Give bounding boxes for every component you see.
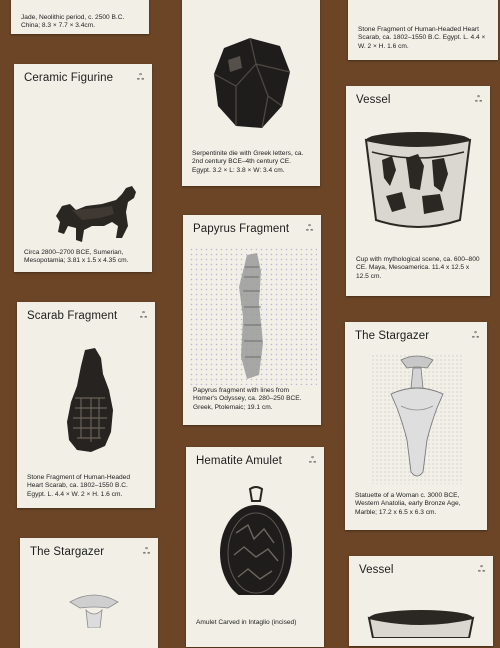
papyrus-fragment-image <box>189 247 317 385</box>
card-caption: Stone Fragment of Human-Headed Heart Scarab, ca. 1802–1550 B.C. Egypt. L. 4.4 × W. 2 × H. 1.6 cm. <box>358 26 486 50</box>
triple-dot-icon: ஃ <box>477 564 484 574</box>
card-vessel-2[interactable] <box>349 556 493 646</box>
card-title: Hematite Amulet <box>196 455 282 467</box>
card-caption: Amulet Carved in Intaglio (incised) <box>196 619 297 626</box>
card-title: Papyrus Fragment <box>193 223 290 235</box>
card-caption: Cup with mythological scene, ca. 600–800 CE. Maya, Mesoamerica. 11.4 x 12.5 x 12.5 cm. <box>356 256 480 280</box>
hematite-amulet-image <box>214 485 298 595</box>
card-the-stargazer[interactable] <box>345 322 487 530</box>
triple-dot-icon: ஃ <box>471 330 478 340</box>
triple-dot-icon: ஃ <box>139 310 146 320</box>
card-caption: Statuette of a Woman c. 3000 BCE, Western Anatolia, early Bronze Age, Marble; 17.2 x 6.5 x 6.3 cm. <box>355 492 461 516</box>
triple-dot-icon: ஃ <box>136 72 143 82</box>
card-caption: Jade, Neolithic period, c. 2500 B.C. China; 8.3 × 7.7 × 3.4cm. <box>21 14 125 30</box>
card-caption: Circa 2800–2700 BCE, Sumerian, Mesopotamia; 3.81 x 1.5 x 4.35 cm. <box>24 249 129 265</box>
card-ceramic-figurine[interactable] <box>14 64 152 272</box>
card-hematite-amulet[interactable] <box>186 447 324 647</box>
triple-dot-icon: ஃ <box>142 546 149 556</box>
card-caption: Papyrus fragment with lines from Homer's Odyssey, ca. 280–250 BCE. Greek, Ptolemaic; 19.1 cm. <box>193 387 302 411</box>
card-scarab-fragment[interactable] <box>17 302 155 508</box>
card-title: Vessel <box>356 94 391 106</box>
card-title: The Stargazer <box>30 546 105 558</box>
card-caption: Stone Fragment of Human-Headed Heart Scarab, ca. 1802–1550 B.C. Egypt. L. 4.4 × W. 2 × H. 1.6 cm. <box>27 474 130 498</box>
triple-dot-icon: ஃ <box>305 223 312 233</box>
card-the-stargazer-2[interactable] <box>20 538 158 648</box>
card-papyrus-fragment[interactable] <box>183 215 321 425</box>
card-title: Scarab Fragment <box>27 310 118 322</box>
scarab-fragment-image <box>61 346 121 456</box>
triple-dot-icon: ஃ <box>308 455 315 465</box>
card-title: The Stargazer <box>355 330 430 342</box>
stargazer-statuette-image <box>64 588 124 628</box>
maya-cup-image <box>362 130 474 232</box>
card-vessel[interactable] <box>346 86 490 296</box>
serpentinite-die-image <box>210 34 294 134</box>
card-caption: Serpentinite die with Greek letters, ca. 2nd century BCE–4th century CE. Egypt. 3.2 × L: 3.8 × W: 3.4 cm. <box>192 150 304 174</box>
triple-dot-icon: ஃ <box>474 94 481 104</box>
card-stone-fragment-scarab[interactable] <box>348 0 498 60</box>
card-jade[interactable] <box>11 0 149 34</box>
maya-cup-image <box>365 608 477 638</box>
card-title: Vessel <box>359 564 394 576</box>
card-title: Ceramic Figurine <box>24 72 114 84</box>
card-serpentinite-die[interactable] <box>182 0 320 186</box>
stargazer-statuette-image <box>371 354 463 484</box>
